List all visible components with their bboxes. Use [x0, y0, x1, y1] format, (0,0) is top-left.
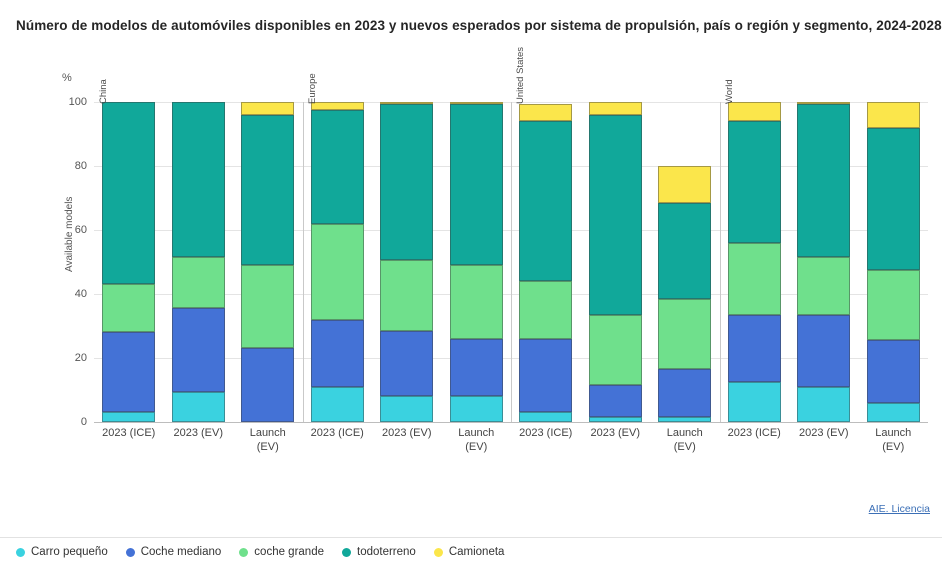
- bar-segment[interactable]: [658, 369, 711, 417]
- x-axis-tick: 2023 (ICE): [310, 427, 364, 439]
- bar-segment[interactable]: [450, 396, 503, 422]
- region-label: United States: [515, 46, 526, 104]
- bar-segment[interactable]: [728, 315, 781, 382]
- x-axis-tick: Launch (EV): [249, 427, 286, 453]
- bar-segment[interactable]: [380, 104, 433, 261]
- bar-segment[interactable]: [728, 121, 781, 243]
- y-axis-unit: %: [62, 72, 72, 84]
- stacked-bar[interactable]: [867, 102, 920, 422]
- chart-plot-area: [0, 46, 942, 476]
- bar-segment[interactable]: [380, 260, 433, 330]
- bar-group[interactable]: [658, 102, 711, 422]
- bar-group[interactable]: [797, 102, 850, 422]
- stacked-bar[interactable]: [102, 102, 155, 422]
- bar-group[interactable]: [102, 102, 155, 422]
- legend-swatch-icon: [239, 548, 248, 557]
- source-link[interactable]: AIE. Licencia: [868, 503, 930, 515]
- legend-swatch-icon: [434, 548, 443, 557]
- stacked-bar[interactable]: [519, 102, 572, 422]
- bar-segment[interactable]: [241, 115, 294, 265]
- x-axis-tick: Launch (EV): [666, 427, 703, 453]
- bar-segment[interactable]: [380, 102, 433, 104]
- bar-group[interactable]: [450, 102, 503, 422]
- stacked-bar[interactable]: [658, 102, 711, 422]
- bar-segment[interactable]: [728, 102, 781, 121]
- bar-segment[interactable]: [797, 387, 850, 422]
- bar-segment[interactable]: [241, 348, 294, 422]
- bar-segment[interactable]: [519, 281, 572, 339]
- bar-segment[interactable]: [102, 102, 155, 284]
- region-label: World: [723, 79, 735, 104]
- legend-label: Carro pequeño: [31, 546, 108, 558]
- x-axis-tick: 2023 (EV): [590, 427, 641, 439]
- bar-segment[interactable]: [172, 102, 225, 257]
- y-axis-tick: 60: [74, 224, 87, 236]
- x-axis-tick: Launch (EV): [875, 427, 912, 453]
- bar-group[interactable]: [380, 102, 433, 422]
- y-axis-tick: 20: [74, 352, 87, 364]
- region-label: China: [98, 79, 109, 104]
- bar-segment[interactable]: [519, 104, 572, 122]
- y-axis-tick: 40: [74, 288, 87, 300]
- bar-segment[interactable]: [172, 308, 225, 391]
- region-separator: [303, 102, 304, 422]
- y-axis-tick: 0: [80, 416, 87, 428]
- bar-segment[interactable]: [797, 315, 850, 387]
- x-axis-tick: 2023 (ICE): [102, 427, 156, 439]
- bar-segment[interactable]: [867, 270, 920, 340]
- bar-segment[interactable]: [311, 320, 364, 387]
- bar-segment[interactable]: [102, 412, 155, 422]
- legend-item[interactable]: [342, 546, 416, 558]
- chart-legend: [16, 546, 504, 558]
- bar-segment[interactable]: [728, 382, 781, 422]
- y-axis-tick: 80: [74, 160, 87, 172]
- x-axis-tick: 2023 (EV): [173, 427, 224, 439]
- bar-segment[interactable]: [311, 102, 364, 110]
- legend-item[interactable]: [126, 546, 222, 558]
- stacked-bar[interactable]: [172, 102, 225, 422]
- bar-series-container: [94, 46, 928, 453]
- y-axis-label: Available models: [64, 196, 75, 272]
- bar-segment[interactable]: [589, 102, 642, 115]
- bar-segment[interactable]: [450, 265, 503, 339]
- stacked-bar[interactable]: [311, 102, 364, 422]
- legend-label: Coche mediano: [140, 546, 222, 558]
- bar-segment[interactable]: [797, 257, 850, 315]
- bar-segment[interactable]: [102, 284, 155, 332]
- legend-swatch-icon: [126, 548, 135, 557]
- page-title: Número de modelos de automóviles disponibles en 2023 y nuevos esperados por sistema de propulsión, país o región y segmento, 2024-2028: [16, 18, 942, 33]
- bar-group[interactable]: [241, 102, 294, 422]
- region-label: Europe: [306, 73, 318, 104]
- bar-segment[interactable]: [450, 339, 503, 397]
- legend-item[interactable]: [239, 546, 324, 558]
- legend-swatch-icon: [342, 548, 351, 557]
- bar-segment[interactable]: [450, 102, 503, 104]
- legend-item[interactable]: [434, 546, 505, 558]
- bar-segment[interactable]: [241, 265, 294, 348]
- stacked-bar[interactable]: [797, 102, 850, 422]
- x-axis-tick: Launch (EV): [458, 427, 495, 453]
- legend-divider: [0, 537, 942, 538]
- bar-segment[interactable]: [797, 102, 850, 104]
- bar-segment[interactable]: [658, 166, 711, 203]
- bar-group[interactable]: [519, 102, 572, 422]
- bar-segment[interactable]: [102, 332, 155, 412]
- bar-segment[interactable]: [172, 392, 225, 422]
- bar-segment[interactable]: [519, 339, 572, 413]
- stacked-bar[interactable]: [589, 102, 642, 422]
- x-axis-tick: 2023 (ICE): [519, 427, 573, 439]
- bar-segment[interactable]: [797, 104, 850, 258]
- bar-segment[interactable]: [728, 243, 781, 315]
- bar-segment[interactable]: [311, 110, 364, 224]
- bar-segment[interactable]: [589, 115, 642, 315]
- bar-segment[interactable]: [380, 396, 433, 422]
- bar-segment[interactable]: [867, 128, 920, 270]
- bar-segment[interactable]: [867, 102, 920, 128]
- bar-segment[interactable]: [519, 412, 572, 422]
- bar-group[interactable]: [728, 102, 781, 422]
- bar-segment[interactable]: [380, 331, 433, 397]
- y-axis-tick: 100: [68, 96, 87, 108]
- bar-segment[interactable]: [241, 102, 294, 115]
- bar-segment[interactable]: [519, 121, 572, 281]
- stacked-bar[interactable]: [241, 102, 294, 422]
- bar-segment[interactable]: [172, 257, 225, 308]
- region-separator: [511, 102, 512, 422]
- legend-item[interactable]: [16, 546, 108, 558]
- bar-segment[interactable]: [658, 203, 711, 299]
- bar-group[interactable]: [172, 102, 225, 422]
- bar-segment[interactable]: [589, 315, 642, 385]
- stacked-bar[interactable]: [728, 102, 781, 422]
- x-axis-tick: 2023 (EV): [381, 427, 432, 439]
- x-axis-tick: 2023 (EV): [798, 427, 849, 439]
- bar-group[interactable]: [867, 102, 920, 422]
- x-axis-tick: 2023 (ICE): [727, 427, 781, 439]
- bar-segment[interactable]: [658, 417, 711, 422]
- bar-group[interactable]: [311, 102, 364, 422]
- bar-segment[interactable]: [658, 299, 711, 369]
- legend-label: todoterreno: [357, 546, 416, 558]
- legend-swatch-icon: [16, 548, 25, 557]
- bar-segment[interactable]: [311, 224, 364, 320]
- legend-label: Camioneta: [448, 546, 505, 558]
- stacked-bar[interactable]: [450, 102, 503, 422]
- legend-label: coche grande: [254, 546, 324, 558]
- bar-group[interactable]: [589, 102, 642, 422]
- bar-segment[interactable]: [589, 417, 642, 422]
- bar-segment[interactable]: [867, 403, 920, 422]
- stacked-bar[interactable]: [380, 102, 433, 422]
- bar-segment[interactable]: [311, 387, 364, 422]
- gridline: [80, 416, 928, 428]
- bar-segment[interactable]: [867, 340, 920, 402]
- bar-segment[interactable]: [589, 385, 642, 417]
- bar-segment[interactable]: [450, 104, 503, 266]
- region-separator: [720, 102, 721, 422]
